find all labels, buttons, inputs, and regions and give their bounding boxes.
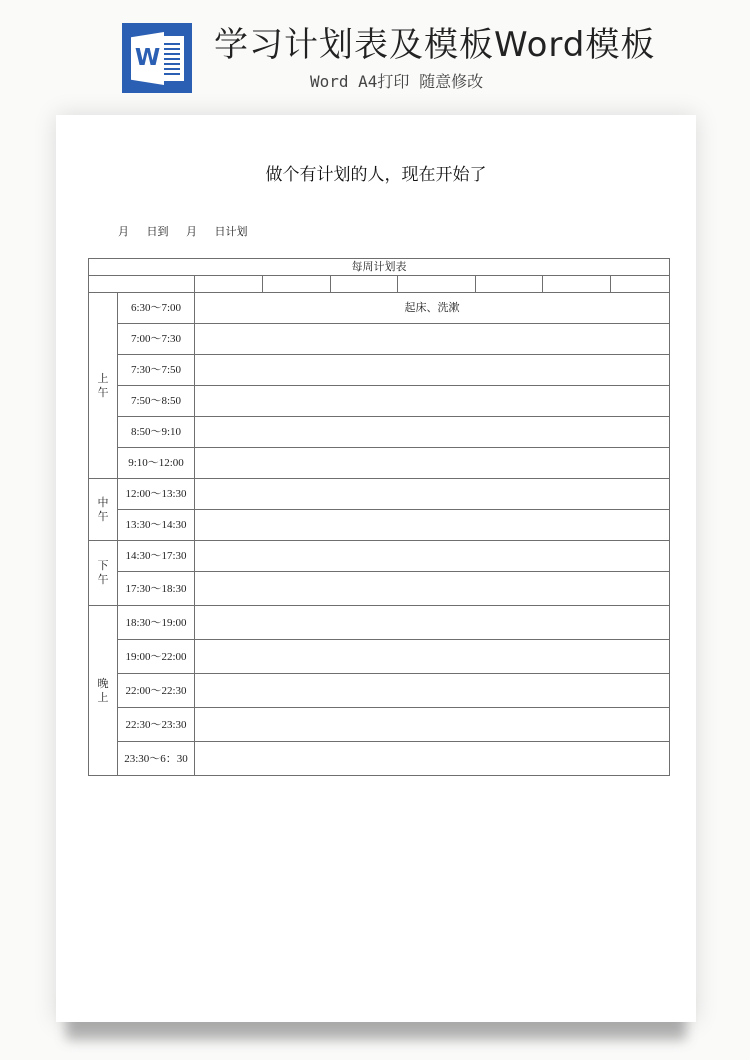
time-slot: 6:30～7:00	[118, 293, 195, 324]
period-label: 上 午	[89, 293, 118, 479]
document-title: 做个有计划的人，现在开始了	[265, 165, 487, 185]
document-page	[56, 115, 696, 1022]
time-slot: 7:00～7:30	[118, 324, 195, 355]
banner	[0, 0, 750, 110]
date-range-line: 月 日到 月 日计划	[118, 225, 248, 238]
activity-cell[interactable]	[195, 606, 670, 640]
schedule-row	[89, 355, 670, 386]
activity-cell[interactable]	[195, 510, 670, 541]
day-header-cell[interactable]	[476, 276, 543, 293]
time-slot: 13:30～14:30	[118, 510, 195, 541]
activity-cell[interactable]	[195, 708, 670, 742]
banner-title: 学习计划表及模板Word模板	[214, 25, 656, 65]
time-slot: 19:00～22:00	[118, 640, 195, 674]
table-title: 每周计划表	[89, 259, 670, 276]
word-icon	[122, 23, 192, 93]
activity-cell[interactable]	[195, 572, 670, 606]
day-header-cell[interactable]	[611, 276, 670, 293]
day-header-row	[89, 276, 670, 293]
activity-cell[interactable]	[195, 742, 670, 776]
activity-cell[interactable]	[195, 541, 670, 572]
activity-cell[interactable]	[195, 355, 670, 386]
time-slot: 18:30～19:00	[118, 606, 195, 640]
time-slot: 17:30～18:30	[118, 572, 195, 606]
activity-cell[interactable]	[195, 674, 670, 708]
schedule-row	[89, 417, 670, 448]
day-header-cell[interactable]	[398, 276, 476, 293]
schedule-row	[89, 386, 670, 417]
time-slot: 8:50～9:10	[118, 417, 195, 448]
activity-cell[interactable]	[195, 479, 670, 510]
schedule-row	[89, 708, 670, 742]
time-slot: 22:30～23:30	[118, 708, 195, 742]
schedule-row	[89, 324, 670, 355]
day-header-cell[interactable]	[331, 276, 398, 293]
schedule-row	[89, 293, 670, 324]
activity-cell[interactable]	[195, 448, 670, 479]
banner-subtitle: Word A4打印 随意修改	[310, 72, 484, 91]
schedule-row	[89, 606, 670, 640]
schedule-row	[89, 510, 670, 541]
schedule-row	[89, 674, 670, 708]
day-header-cell[interactable]	[195, 276, 263, 293]
period-label: 晚 上	[89, 606, 118, 776]
time-slot: 7:50～8:50	[118, 386, 195, 417]
time-slot: 14:30～17:30	[118, 541, 195, 572]
schedule-row	[89, 448, 670, 479]
weekly-plan-table	[88, 258, 670, 776]
period-label: 中 午	[89, 479, 118, 541]
schedule-row	[89, 572, 670, 606]
schedule-row	[89, 742, 670, 776]
activity-cell[interactable]: 起床、洗漱	[195, 293, 670, 324]
word-letter: W	[134, 45, 161, 71]
activity-cell[interactable]	[195, 640, 670, 674]
day-header-cell[interactable]	[543, 276, 611, 293]
activity-cell[interactable]	[195, 417, 670, 448]
activity-cell[interactable]	[195, 324, 670, 355]
time-slot: 22:00～22:30	[118, 674, 195, 708]
schedule-row	[89, 640, 670, 674]
time-slot: 7:30～7:50	[118, 355, 195, 386]
period-label: 下 午	[89, 541, 118, 606]
time-slot: 9:10～12:00	[118, 448, 195, 479]
time-slot: 23:30～6：30	[118, 742, 195, 776]
schedule-row	[89, 479, 670, 510]
schedule-row	[89, 541, 670, 572]
time-slot: 12:00～13:30	[118, 479, 195, 510]
day-header-cell[interactable]	[263, 276, 331, 293]
day-header-corner[interactable]	[89, 276, 195, 293]
activity-cell[interactable]	[195, 386, 670, 417]
